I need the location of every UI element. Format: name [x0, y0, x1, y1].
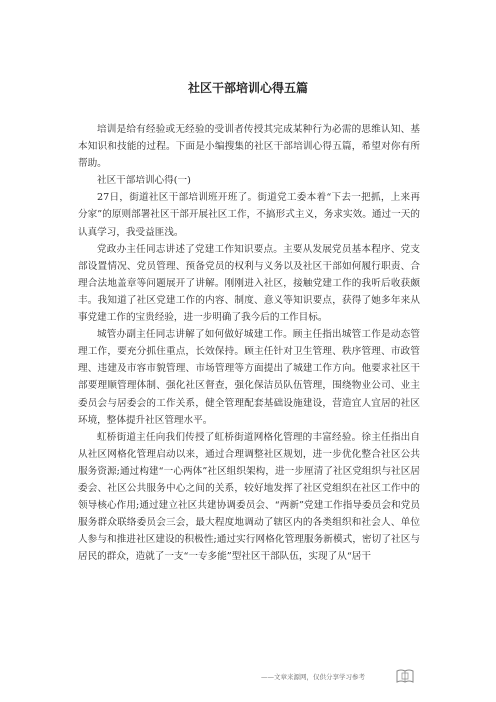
- document-title: 社区干部培训心得五篇: [187, 81, 308, 95]
- document-body: [78, 121, 420, 565]
- paragraph-training-opening: 27日，街道社区干部培训班开班了。街道党工委本着“下去一把抓，上来再分家”的原则部署社区干部开展社区工作，不搞形式主义，务求实效。通过一天的认真学习，我受益匪浅。: [78, 192, 420, 238]
- book-logo-icon: [396, 668, 414, 684]
- paragraph-urban-management: 城管办副主任同志讲解了如何做好城建工作。顾主任指出城管工作是动态管理工作，要充分抓住重点，长效保持。顾主任针对卫生管理、秩序管理、市政管理、违建及市容市貌管理、市场管理等方面提出了城建工作方向。他要求社区干部要理顺管理体制、强化社区督查，强化保洁员队伍管理，围绕物业公司、业主委员会与居委会的工作关系，健全管理配套基础设施建设，营造宜人宜居的社区环境，整体提升社区管理水平。: [78, 329, 420, 426]
- page-footer: [0, 668, 496, 688]
- footer-source-note: ——文章来源网，仅供分享学习参考: [261, 673, 365, 681]
- section-heading-1: 社区干部培训心得(一): [97, 175, 191, 187]
- paragraph-intro: 培训是给有经验或无经验的受训者传授其完成某种行为必需的思维认知、基本知识和技能的过程。下面是小编搜集的社区干部培训心得五篇，希望对你有所帮助。: [78, 124, 420, 170]
- paragraph-grid-management: 虹桥街道主任向我们传授了虹桥街道网格化管理的丰富经验。徐主任指出自从社区网格化管理启动以来，通过合理调整社区规划，进一步优化整合社区公共服务资源;通过构建“一心两体”社区组织架构，进一步厘清了社区党组织与社区居委会、社区公共服务中心之间的关系，较好地发挥了社区党组织在社区工作中的领导核心作用;通过建立社区共建协调委员会、“两新”党建工作指导委员会和党员服务群众联络委员会三会，最大程度地调动了辖区内的各类组织和社会人、单位人参与和推进社区建设的积极性;通过实行网格化管理服务新模式，密切了社区与居民的群众，造就了一支“一专多能”型社区干部队伍，实现了从“居干: [78, 431, 420, 563]
- paragraph-party-building: 党政办主任同志讲述了党建工作知识要点。主要从发展党员基本程序、党支部设置情况、党员管理、预备党员的权利与义务以及社区干部如何履行职责、合理合法地盖章等问题展开了讲解。刚刚进入社区，接触党建工作的我听后收获颇丰。我知道了社区党建工作的内容、制度、意义等知识要点，获得了她多年来从事党建工作的宝贵经验，进一步明确了我今后的工作目标。: [78, 243, 420, 324]
